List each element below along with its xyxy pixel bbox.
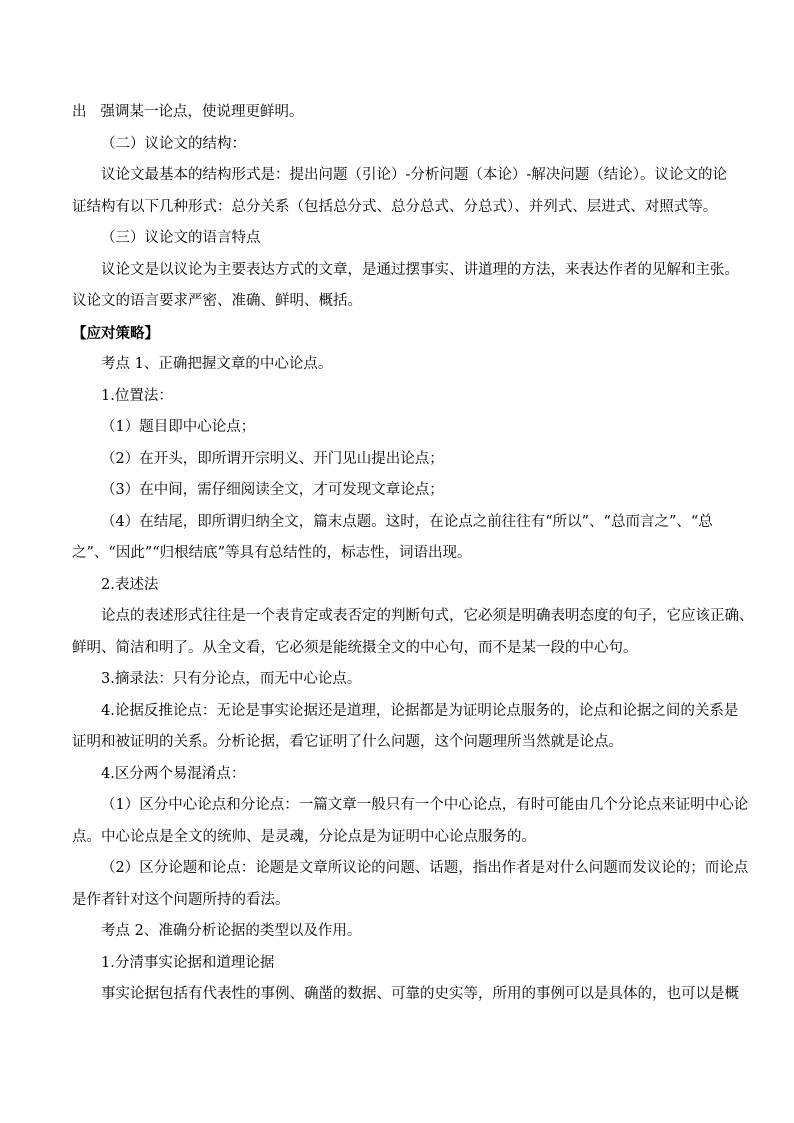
paragraph-line: 是作者针对这个问题所持的看法。 bbox=[72, 891, 290, 908]
list-item: （4）在结尾，即所谓归纳全文，篇末点题。这时，在论点之前往往有“所以”、“总而言之”、“总 bbox=[101, 513, 713, 530]
document-page bbox=[72, 97, 754, 1011]
method-heading: 1.分清事实论据和道理论据 bbox=[101, 954, 275, 971]
method-heading: 1.位置法： bbox=[101, 387, 173, 404]
exam-point-heading: 考点 2、准确分析论据的类型以及作用。 bbox=[101, 923, 362, 939]
paragraph-line: 证明和被证明的关系。分析论据，看它证明了什么问题，这个问题理所当然就是论点。 bbox=[72, 734, 623, 750]
paragraph-line: 论点的表述形式往往是一个表肯定或表否定的判断句式，它必须是明确表明态度的句子，它应该正确、 bbox=[101, 608, 754, 624]
paragraph-line: 议论文的语言要求严密、准确、鲜明、概括。 bbox=[72, 293, 362, 309]
paragraph-line: 事实论据包括有代表性的事例、确凿的数据、可靠的史实等，所用的事例可以是具体的，也可以是概 bbox=[101, 986, 739, 1002]
paragraph-line: 之”、“因此”“归根结底”等具有总结性的，标志性，词语出现。 bbox=[72, 545, 472, 561]
method-heading: 3.摘录法：只有分论点，而无中心论点。 bbox=[101, 671, 362, 687]
paragraph-line: 4.论据反推论点：无论是事实论据还是道理，论据都是为证明论点服务的，论点和论据之间的关系是 bbox=[101, 702, 739, 719]
line-prefix: 出 bbox=[72, 104, 87, 120]
method-heading: 4.区分两个易混淆点： bbox=[101, 765, 246, 782]
line-text: 强调某一论点，使说理更鲜明。 bbox=[100, 104, 304, 120]
paragraph-line: 证结构有以下几种形式：总分关系（包括总分式、总分总式、分总式）、并列式、层进式、对照式等。 bbox=[72, 198, 718, 215]
list-item: （2）区分论题和论点：论题是文章所议论的问题、话题，指出作者是对什么问题而发议论的；而论点 bbox=[101, 860, 749, 876]
paragraph-line: 议论文最基本的结构形式是：提出问题（引论）-分析问题（本论）-解决问题（结论）。议论文的论 bbox=[101, 167, 728, 183]
section-heading: （三）议论文的语言特点 bbox=[101, 230, 261, 246]
list-item: （2）在开头，即所谓开宗明义、开门见山提出论点； bbox=[101, 450, 444, 467]
section-heading: （二）议论文的结构： bbox=[101, 135, 246, 152]
method-heading: 2.表述法 bbox=[101, 576, 159, 593]
text-line bbox=[72, 97, 722, 129]
paragraph-line: 鲜明、简洁和明了。从全文看，它必须是能统摄全文的中心句，而不是某一段的中心句。 bbox=[72, 639, 638, 656]
paragraph-line: 点。中心论点是全文的统帅、是灵魂，分论点是为证明中心论点服务的。 bbox=[72, 828, 536, 845]
exam-point-heading: 考点 1、正确把握文章的中心论点。 bbox=[101, 356, 333, 372]
list-item: （1）题目即中心论点； bbox=[101, 419, 256, 435]
paragraph-line: 议论文是以议论为主要表达方式的文章，是通过摆事实、讲道理的方法，来表达作者的见解和主张。 bbox=[101, 261, 739, 278]
strategy-heading: 【应对策略】 bbox=[72, 324, 159, 342]
list-item: （1）区分中心论点和分论点：一篇文章一般只有一个中心论点，有时可能由几个分论点来证明中心论 bbox=[101, 797, 749, 813]
list-item: （3）在中间，需仔细阅读全文，才可发现文章论点； bbox=[101, 482, 444, 498]
